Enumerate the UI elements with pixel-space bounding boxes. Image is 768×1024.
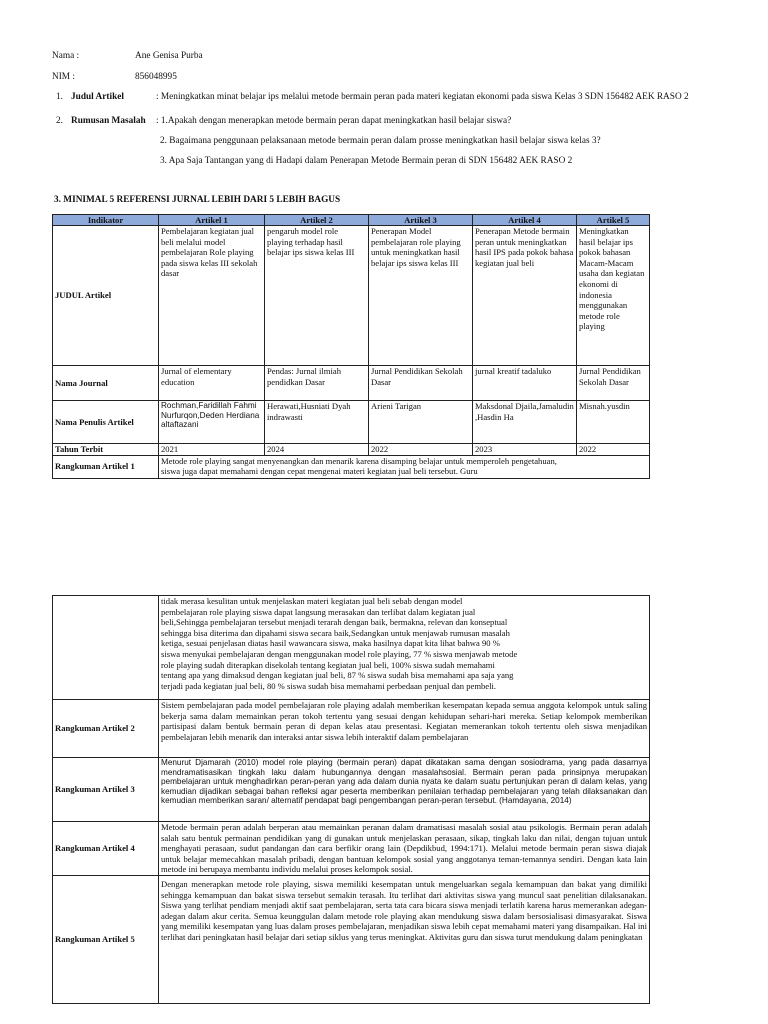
reference-table — [52, 214, 650, 479]
item-1-label: Judul Artikel — [71, 92, 124, 102]
reference-table-continued — [52, 595, 650, 1004]
item-2-number: 2. — [56, 116, 63, 126]
journal-artikel-4: jurnal kreatif tadaluko — [473, 366, 577, 401]
table-row-rangkuman-5 — [53, 875, 650, 1003]
rangkuman-1-cont-line: tidak merasa kesulitan untuk menjelaskan materi kegiatan jual beli sebab dengan model — [161, 596, 463, 606]
judul-artikel-3: Penerapan Model pembelajaran role playing untuk meningkatkan hasil belajar ips siswa kelas III — [369, 226, 473, 366]
nama-value: Ane Genisa Purba — [135, 51, 203, 61]
rangkuman-1-cont-line: pembelajaran role playing siswa dapat langsung merasakan dan terlibat dalam kegiatan jual — [161, 606, 476, 617]
penulis-artikel-4: Maksdonal Djaila,Jamaludin ,Hasdin Ha — [473, 401, 577, 444]
table-row-rangkuman-2 — [53, 700, 650, 758]
rangkuman-1-line: Metode role playing sangat menyenangkan dan menarik karena disamping belajar untuk memperoleh pengetahuan, — [161, 455, 557, 466]
row-label-journal: Nama Journal — [53, 366, 159, 401]
penulis-artikel-5: Misnah.yusdin — [577, 401, 650, 444]
judul-artikel-2: pengaruh model role playing terhadap hasil belajar ips siswa kelas III — [265, 226, 369, 366]
table-row-rangkuman-3 — [53, 758, 650, 822]
journal-artikel-1: Jurnal of elementary education — [159, 366, 265, 401]
row-label-empty — [53, 596, 159, 700]
row-label-rangkuman-4: Rangkuman Artikel 4 — [53, 822, 159, 876]
penulis-artikel-3: Arieni Tarigan — [369, 401, 473, 444]
judul-artikel-1: Pembelajaran kegiatan jual beli melalui model pembelajaran Role playing pada siswa kelas III sekolah dasar — [159, 226, 265, 366]
table-header-row — [53, 215, 650, 226]
journal-artikel-3: Jurnal Pendidikan Sekolah Dasar — [369, 366, 473, 401]
rangkuman-1-cont-line: role playing sudah diterapkan disekolah tentang kegiatan jual beli, 100% siswa sudah memahami — [161, 659, 495, 670]
table-row-rangkuman-1-cont — [53, 596, 650, 700]
rangkuman-1-cont-line: siswa menyukai pembelajaran dengan menggunakan model role playing, 77 % siswa menjawab metode — [161, 648, 518, 659]
rangkuman-1-cont-line: sehingga bisa diterima dan dipahami siswa secara baik,Sedangkan untuk menjawab rumusan masalah — [161, 627, 510, 638]
rangkuman-4-text: Metode bermain peran adalah berperan atau memainkan peranan dalam dramatisasi masalah sosial atau psikologis. Bermain peran adalah salah satu bentuk permainan pendidikan yang di gunakan untuk menjelaskan perasaan, sikap, tingkah laku dan nilai, dengan tujuan untuk menghayati perasaan, sudut pandangan dan cara berfikir orang lain (Depdikbud, 1994:171). Melalui metode bermain peran siswa diajak untuk belajar memecahkan masalah pribadi, dengan bantuan kelompok sosial yang anggotanya teman-temannya sendiri. Dengan kata lain metode ini berupaya membantu individu melalui proses kelompok sosial. — [159, 822, 650, 876]
row-label-rangkuman-3: Rangkuman Artikel 3 — [53, 758, 159, 822]
nama-label: Nama : — [52, 51, 80, 61]
header-artikel-2: Artikel 2 — [265, 215, 369, 226]
table-row-rangkuman-4 — [53, 822, 650, 876]
row-label-rangkuman-1: Rangkuman Artikel 1 — [53, 455, 159, 478]
header-artikel-1: Artikel 1 — [159, 215, 265, 226]
tahun-artikel-5: 2022 — [577, 444, 650, 456]
section-3-title: 3. MINIMAL 5 REFERENSI JURNAL LEBIH DARI 5 LEBIH BAGUS — [54, 195, 341, 205]
table-row-judul — [53, 226, 650, 366]
rangkuman-3-text: Menurut Djamarah (2010) model role playing (bermain peran) dapat dikatakan sama dengan sosiodrama, yang pada dasarnya mendramatisasikan tingkah laku dalam hubungannya dengan masalahsosial. Bermain peran pada prinsipnya merupakan pembelajaran untuk menghadirkan peran-peran yang ada dalam dunia nyata ke dalam suatu pertunjukan peran di dalam kelas, yang kemudian dijadikan sebagai bahan refleksi agar peserta memberikan penilaian terhadap pembelajaran yang telah dilaksanakan dan kemudian memberikan saran/ alternatif pendapat bagi pengembangan peran-peran tersebut. (Hamdayana, 2014) — [159, 758, 650, 822]
item-1-number: 1. — [56, 92, 63, 102]
tahun-artikel-4: 2023 — [473, 444, 577, 456]
header-artikel-3: Artikel 3 — [369, 215, 473, 226]
rangkuman-1-text — [159, 455, 650, 478]
rangkuman-5-text: Dengan menerapkan metode role playing, siswa memiliki kesempatan untuk mengeluarkan segala kemampuan dan bakat yang dimiliki sehingga kemampuan dan bakat siswa tersebut semakin terasah. Itu terlihat dari aktivitas siswa yang muncul saat penelitian dilaksanakan. Siswa yang terlihat pendiam menjadi aktif saat pembelajaran, serta tata cara bicara siswa menjadi terlatih karena harus memerankan adegan-adegan dalam akur cerita. Semua keunggulan dalam metode role playing akan mendukung siswa dalam bersosialisasi dimasyarakat. Siswa yang memiliki kesempatan yang luas dalam proses pembelajaran, menjadikan siswa lebih cepat memahami materi yang disampaikan. Hal ini terlihat dari peningkatan hasil belajar dari setiap siklus yang terus meningkat. Aktivitas guru dan siswa turut mendukung dalam peningkatan — [159, 875, 650, 1003]
table-row-rangkuman-1 — [53, 455, 650, 478]
tahun-artikel-2: 2024 — [265, 444, 369, 456]
journal-artikel-2: Pendas: Jurnal ilmiah pendidkan Dasar — [265, 366, 369, 401]
nim-label: NIM : — [52, 72, 75, 82]
rangkuman-1-cont-line: ketiga, sesuai penjelasan diatas hasil wawancara siswa, maka hasilnya dapat kita lihat bahwa 90 % — [161, 638, 500, 649]
item-2-label: Rumusan Masalah — [71, 116, 146, 126]
rangkuman-1-cont-line: terjadi pada kegiatan jual beli, 80 % siswa sudah bisa memahami perbedaan penjual dan pembeli. — [161, 680, 497, 691]
header-indikator: Indikator — [53, 215, 159, 226]
table-row-penulis — [53, 401, 650, 444]
row-label-judul: JUDUL Artikel — [53, 226, 159, 366]
item-1-text: : Meningkatkan minat belajar ips melalui metode bermain peran pada materi kegiatan ekonomi pada siswa Kelas 3 SDN 156482 AEK RASO 2 — [156, 92, 689, 102]
penulis-artikel-2: Herawati,Husniati Dyah indrawasti — [265, 401, 369, 444]
table-row-journal — [53, 366, 650, 401]
header-artikel-5: Artikel 5 — [577, 215, 650, 226]
row-label-rangkuman-5: Rangkuman Artikel 5 — [53, 875, 159, 1003]
judul-artikel-5: Meningkatkan hasil belajar ips pokok bahasan Macam-Macam usaha dan kegiatan ekonomi di indonesia menggunakan metode role playing — [577, 226, 650, 366]
tahun-artikel-3: 2022 — [369, 444, 473, 456]
row-label-penulis: Nama Penulis Artikel — [53, 401, 159, 444]
penulis-artikel-1: Rochman,Faridillah Fahmi Nurfurqon,Deden Herdiana altaftazani — [159, 401, 265, 444]
rangkuman-1-cont-line: tentang apa yang dimaksud dengan kegiatan jual beli, 87 % siswa sudah bisa memahami apa saja yang — [161, 670, 514, 681]
rangkuman-1-continued — [159, 596, 650, 700]
rumusan-line-3: 3. Apa Saja Tantangan yang di Hadapi dalam Penerapan Metode Bermain peran di SDN 156482 AEK RASO 2 — [160, 156, 573, 166]
rangkuman-2-text: Sistem pembelajaran pada model pembelajaran role playing adalah memberikan kesempatan kepada semua anggota kelompok untuk saling bekerja sama dalam memainkan peran tokoh tertentu yang sesuai dengan kehidupan sehari-hari mereka. Setiap kelompok memberikan partisipasi dalam bentuk bermain peran di depan kelas atau presentasi. Kegiatan memerankan tokoh tertentu oleh siswa menjadikan pembelajaran lebih menarik dan interaksi antar siswa lebih interaktif dalam pembelajaran — [159, 700, 650, 758]
row-label-tahun: Tahun Terbit — [53, 444, 159, 456]
table-row-tahun — [53, 444, 650, 456]
rumusan-line-1: : 1.Apakah dengan menerapkan metode bermain peran dapat meningkatkan hasil belajar siswa? — [156, 116, 512, 126]
judul-artikel-4: Penerapan Metode bermain peran untuk meningkatkan hasil IPS pada pokok bahasa kegiatan jual beli — [473, 226, 577, 366]
nim-value: 856048995 — [135, 72, 177, 82]
rangkuman-1-cont-line: beli,Sehingga pembelajaran tersebut menjadi terarah dengan baik, bermakna, relevan dan konseptual — [161, 617, 508, 628]
rangkuman-1-line: siswa juga dapat memahami dengan cepat mengenai materi kegiatan jual beli tersebut. Guru — [161, 466, 478, 477]
rumusan-line-2: 2. Bagaimana penggunaan pelaksanaan metode bermain peran dalam prosse meningkatkan hasil belajar siswa kelas 3? — [160, 136, 601, 146]
journal-artikel-5: Jurnal Pendidikan Sekolah Dasar — [577, 366, 650, 401]
row-label-rangkuman-2: Rangkuman Artikel 2 — [53, 700, 159, 758]
tahun-artikel-1: 2021 — [159, 444, 265, 456]
header-artikel-4: Artikel 4 — [473, 215, 577, 226]
